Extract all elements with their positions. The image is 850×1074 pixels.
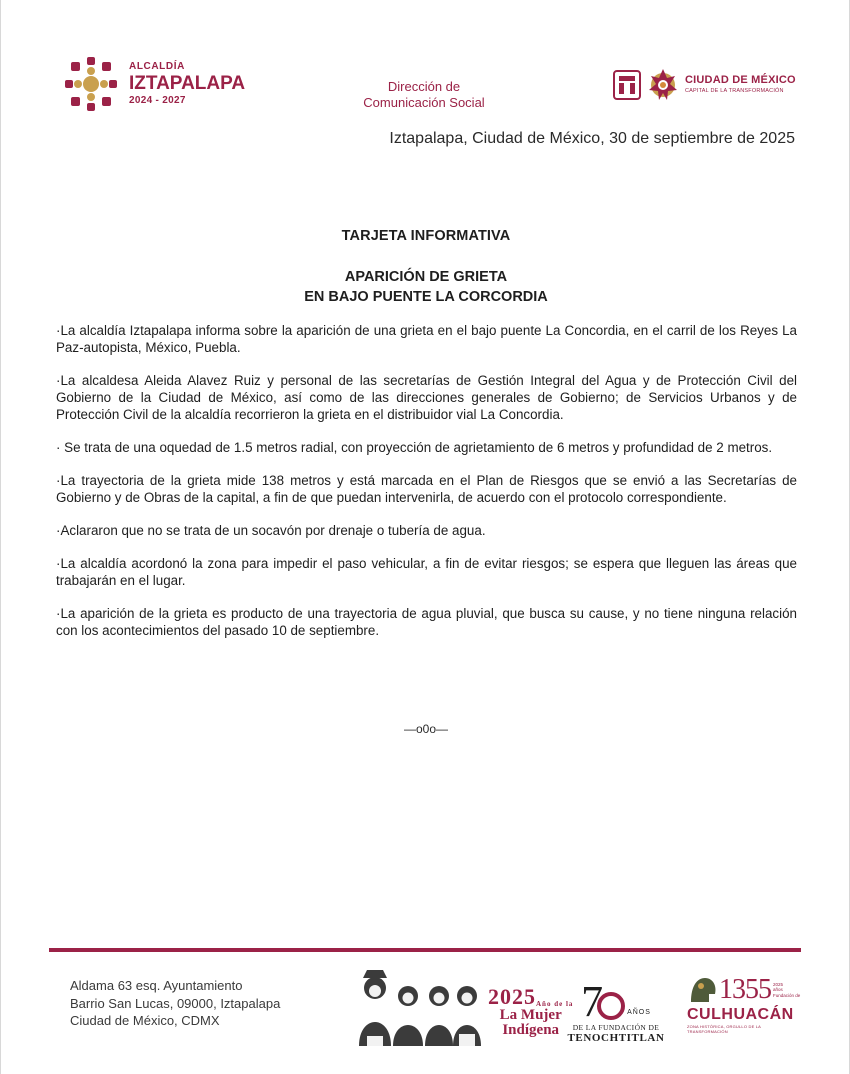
izt-years: 2024 - 2027 bbox=[129, 95, 186, 106]
address-block bbox=[70, 977, 280, 1030]
teno-name: TENOCHTITLAN bbox=[567, 1032, 665, 1044]
izt-label-small: ALCALDÍA bbox=[129, 61, 185, 72]
mujer-line1: La Mujer bbox=[499, 1007, 562, 1023]
paragraph: ·La alcaldía Iztapalapa informa sobre la aparición de una grieta en el bajo puente La Concordia, en el carril de los Reyes La Paz-autopista, México, Puebla. bbox=[56, 323, 797, 355]
culhuacan-logo bbox=[687, 972, 801, 1034]
address-line3: Ciudad de México, CDMX bbox=[70, 1013, 220, 1028]
cdmx-emblem-icon bbox=[647, 66, 679, 104]
paragraph: ·La alcaldesa Aleida Alavez Ruiz y personal de las secretarías de Gestión Integral del Agua y de Protección Civil del Gobierno de la Ciudad de México, así como de las direcciones generales de Gobierno; de Servicios Urbanos y de Protección Civil de la alcaldía recorrieron la grieta en el distribuidor vial La Concordia. bbox=[56, 373, 797, 422]
paragraph: · Se trata de una oquedad de 1.5 metros radial, con proyección de agrietamiento de 6 metros y profundidad de 2 metros. bbox=[56, 440, 773, 455]
mujer-ano-label: Año de la bbox=[536, 1000, 574, 1008]
teno-anos: AÑOS bbox=[627, 1009, 651, 1016]
mujer-year: 2025 bbox=[488, 984, 536, 1009]
teno-de-la-fundacion: DE LA FUNDACIÓN DE bbox=[572, 1023, 660, 1032]
closing-mark: —o0o— bbox=[403, 722, 449, 736]
headline bbox=[1, 267, 850, 307]
teno-zero-ring-icon bbox=[597, 992, 625, 1020]
cdmx-name: CIUDAD DE MÉXICO bbox=[685, 74, 796, 87]
paragraph: ·La trayectoria de la grieta mide 138 metros y está marcada en el Plan de Riesgos que se envió a las Secretarías de Gobierno y de Obras de la capital, a fin de que puedan intervenirla, de acuerdo con el protocolo correspondiente. bbox=[56, 473, 797, 505]
body-text bbox=[56, 322, 797, 655]
direccion-heading bbox=[341, 79, 507, 111]
culhuacan-tagline: ZONA HISTÓRICA, ORGULLO DE LA TRANSFORMACIÓN bbox=[687, 1024, 761, 1034]
teno-seven: 7 bbox=[581, 977, 604, 1026]
culhuacan-glyph-icon bbox=[687, 972, 719, 1004]
culhuacan-number: 1355 bbox=[719, 974, 771, 1005]
direccion-line1: Dirección de bbox=[387, 79, 461, 94]
culhuacan-side-word: años bbox=[773, 987, 783, 993]
cdmx-logo bbox=[613, 66, 796, 104]
headline-line1: APARICIÓN DE GRIETA bbox=[344, 269, 508, 285]
headline-line2: EN BAJO PUENTE LA CORCORDIA bbox=[304, 289, 548, 305]
culhuacan-side-fund: Fundación de bbox=[773, 992, 801, 998]
paragraph: ·La aparición de la grieta es producto de una trayectoria de agua pluvial, que busca su cause, y no tiene ninguna relación con los acontecimientos del pasado 10 de septiembre. bbox=[56, 606, 797, 638]
address-line2: Barrio San Lucas, 09000, Iztapalapa bbox=[70, 995, 281, 1011]
tenochtitlan-logo bbox=[564, 978, 668, 1044]
direccion-line2: Comunicación Social bbox=[363, 95, 485, 110]
culhuacan-side-year: 2025 bbox=[773, 981, 784, 987]
iztapalapa-logo bbox=[61, 54, 245, 114]
footer-divider bbox=[49, 948, 801, 952]
indigenous-women-illustration bbox=[353, 966, 485, 1046]
culhuacan-name: CULHUACÁN bbox=[687, 1006, 794, 1023]
paragraph: ·Aclararon que no se trata de un socavón por drenaje o tubería de agua. bbox=[56, 523, 486, 538]
izt-label-big: IZTAPALAPA bbox=[129, 73, 246, 94]
mujer-line2: Indígena bbox=[502, 1022, 560, 1038]
cdmx-shield-icon bbox=[613, 70, 641, 100]
paragraph: ·La alcaldía acordonó la zona para impedir el paso vehicular, a fin de evitar riesgos; se espera que lleguen las áreas que trabajarán en el lugar. bbox=[56, 556, 797, 588]
mujer-indigena-logo bbox=[488, 986, 573, 1038]
dateline: Iztapalapa, Ciudad de México, 30 de septiembre de 2025 bbox=[389, 130, 795, 147]
iztapalapa-flower-icon bbox=[61, 54, 121, 114]
document-type: TARJETA INFORMATIVA bbox=[341, 228, 511, 244]
cdmx-tagline: CAPITAL DE LA TRANSFORMACIÓN bbox=[685, 88, 784, 95]
address-line1: Aldama 63 esq. Ayuntamiento bbox=[70, 978, 243, 993]
